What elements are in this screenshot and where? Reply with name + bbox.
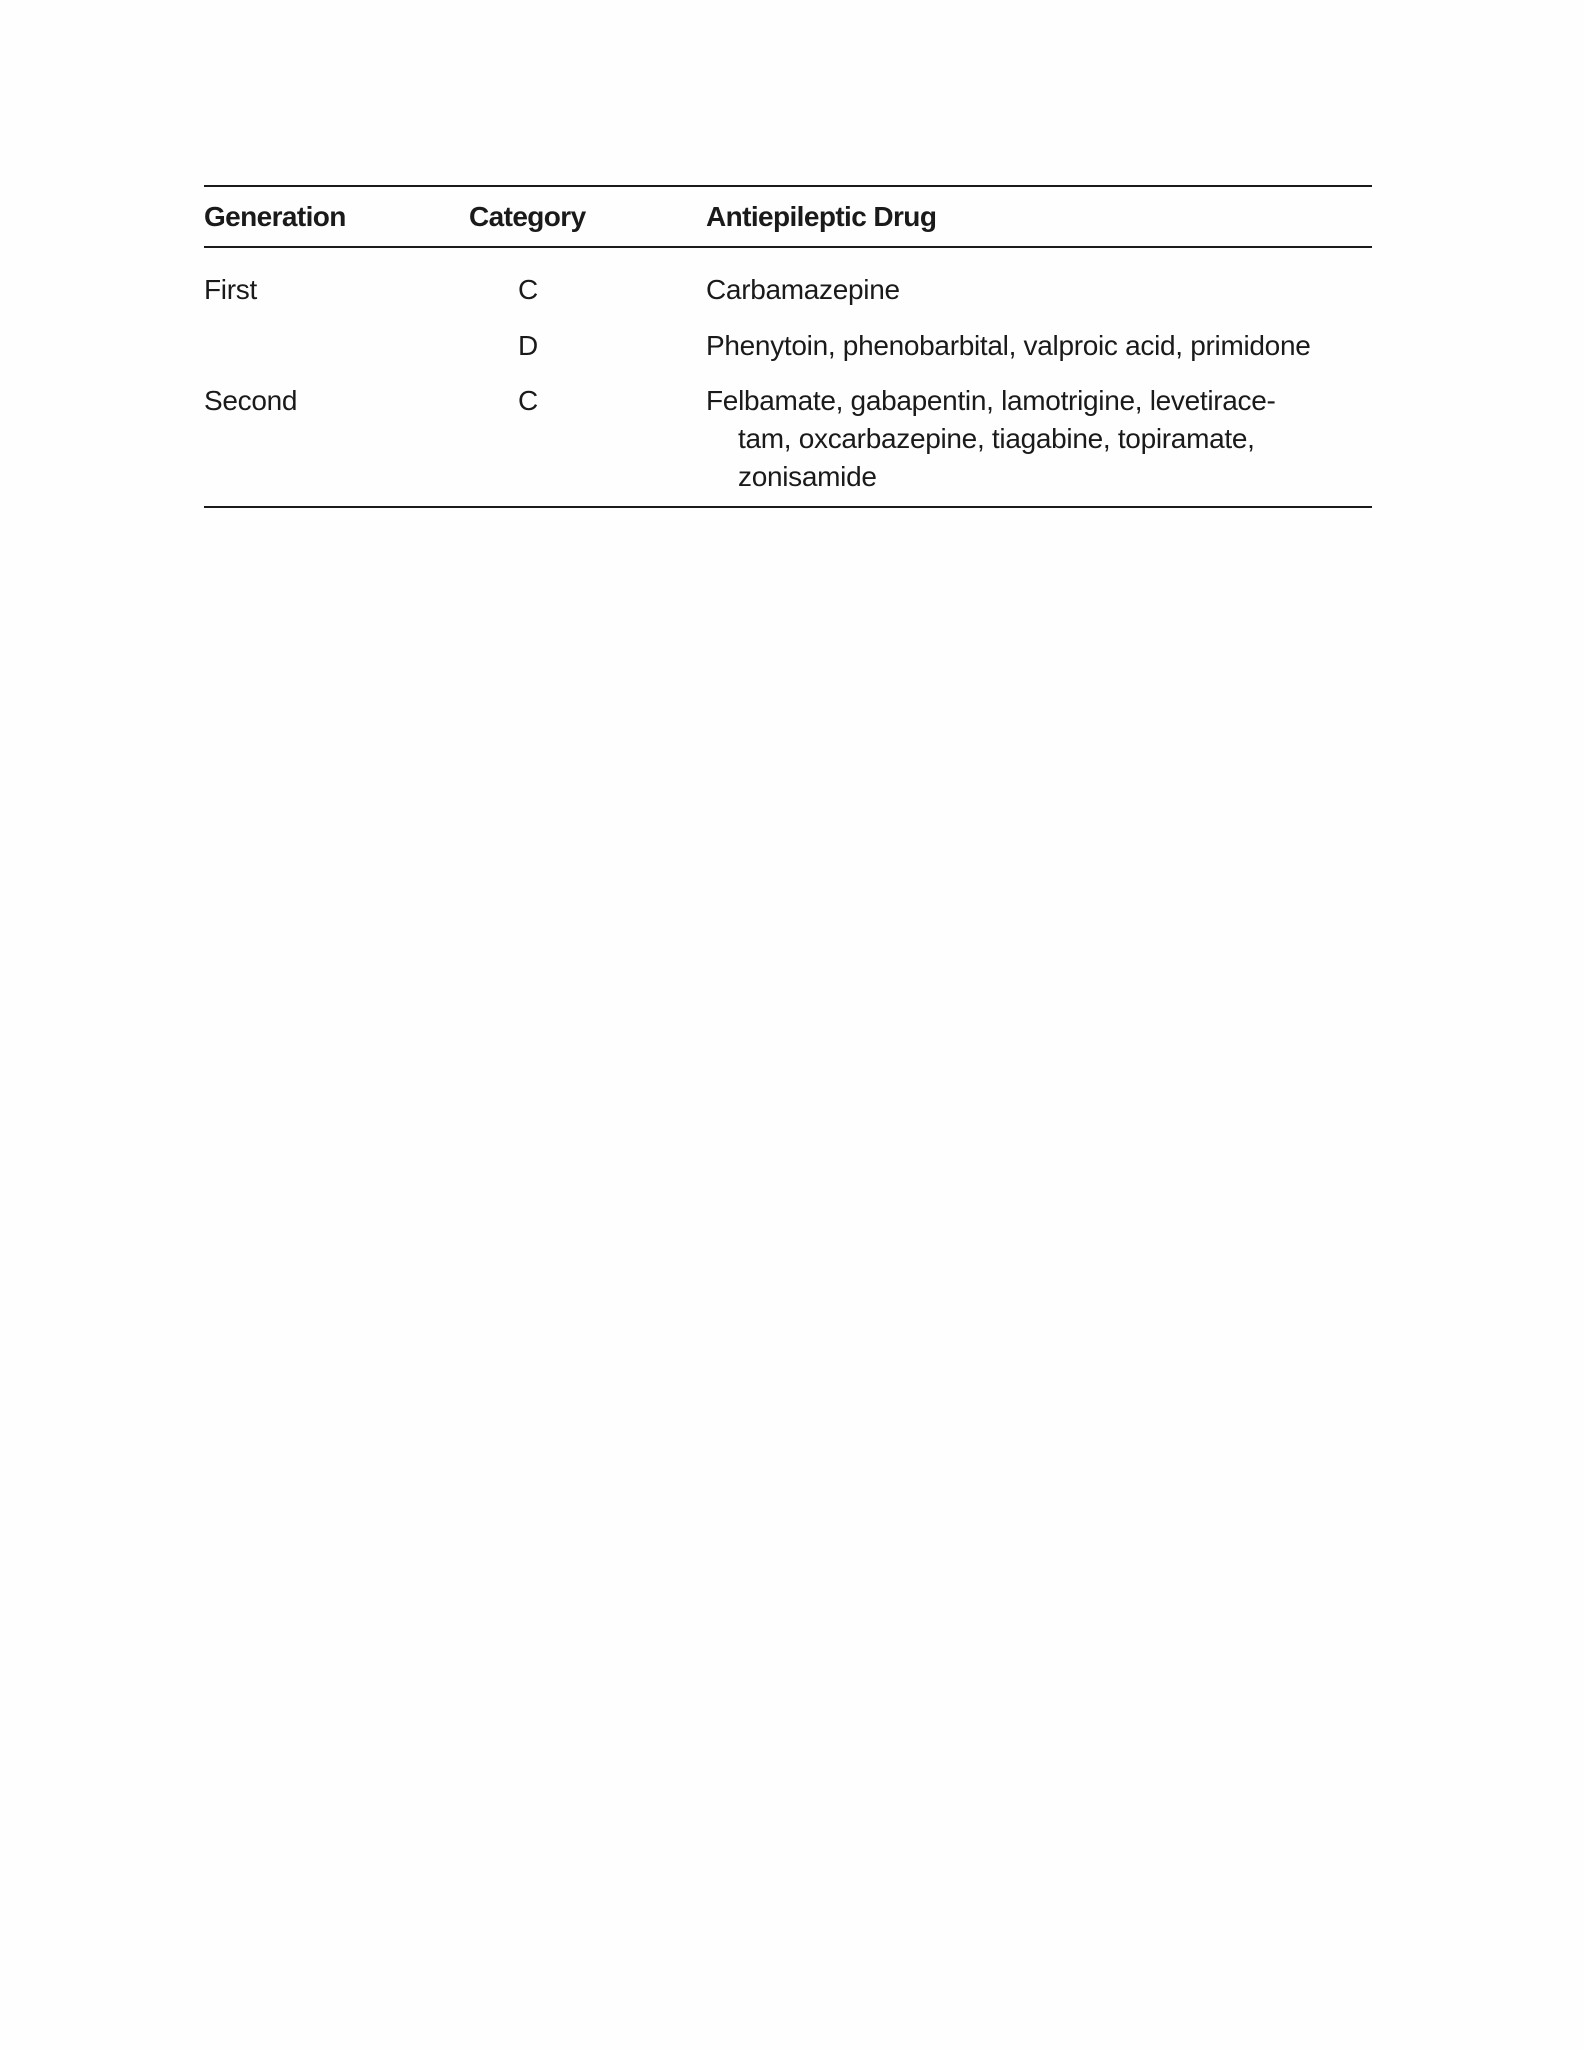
row-3-drug-line-2: tam, oxcarbazepine, tiagabine, topiramate, xyxy=(738,423,1255,454)
table-body xyxy=(204,248,1372,506)
header-category: Category xyxy=(469,201,586,232)
row-3-generation: Second xyxy=(204,385,298,416)
row-3-drug xyxy=(706,382,1346,496)
row-3-drug-line-3: zonisamide xyxy=(738,461,877,492)
drug-category-table xyxy=(204,185,1372,508)
table-bottom-rule xyxy=(204,506,1372,508)
row-1-category: C xyxy=(518,274,538,305)
row-2-category: D xyxy=(518,330,538,361)
header-generation: Generation xyxy=(204,201,346,232)
row-2-drug: Phenytoin, phenobarbital, valproic acid, primidone xyxy=(706,330,1311,361)
row-3-category: C xyxy=(518,385,538,416)
header-antiepileptic-drug: Antiepileptic Drug xyxy=(706,201,937,232)
row-1-generation: First xyxy=(204,274,257,305)
row-1-drug: Carbamazepine xyxy=(706,274,900,305)
row-3-drug-line-1: Felbamate, gabapentin, lamotrigine, levetirace- xyxy=(706,385,1276,416)
table-header-row xyxy=(204,187,1372,246)
